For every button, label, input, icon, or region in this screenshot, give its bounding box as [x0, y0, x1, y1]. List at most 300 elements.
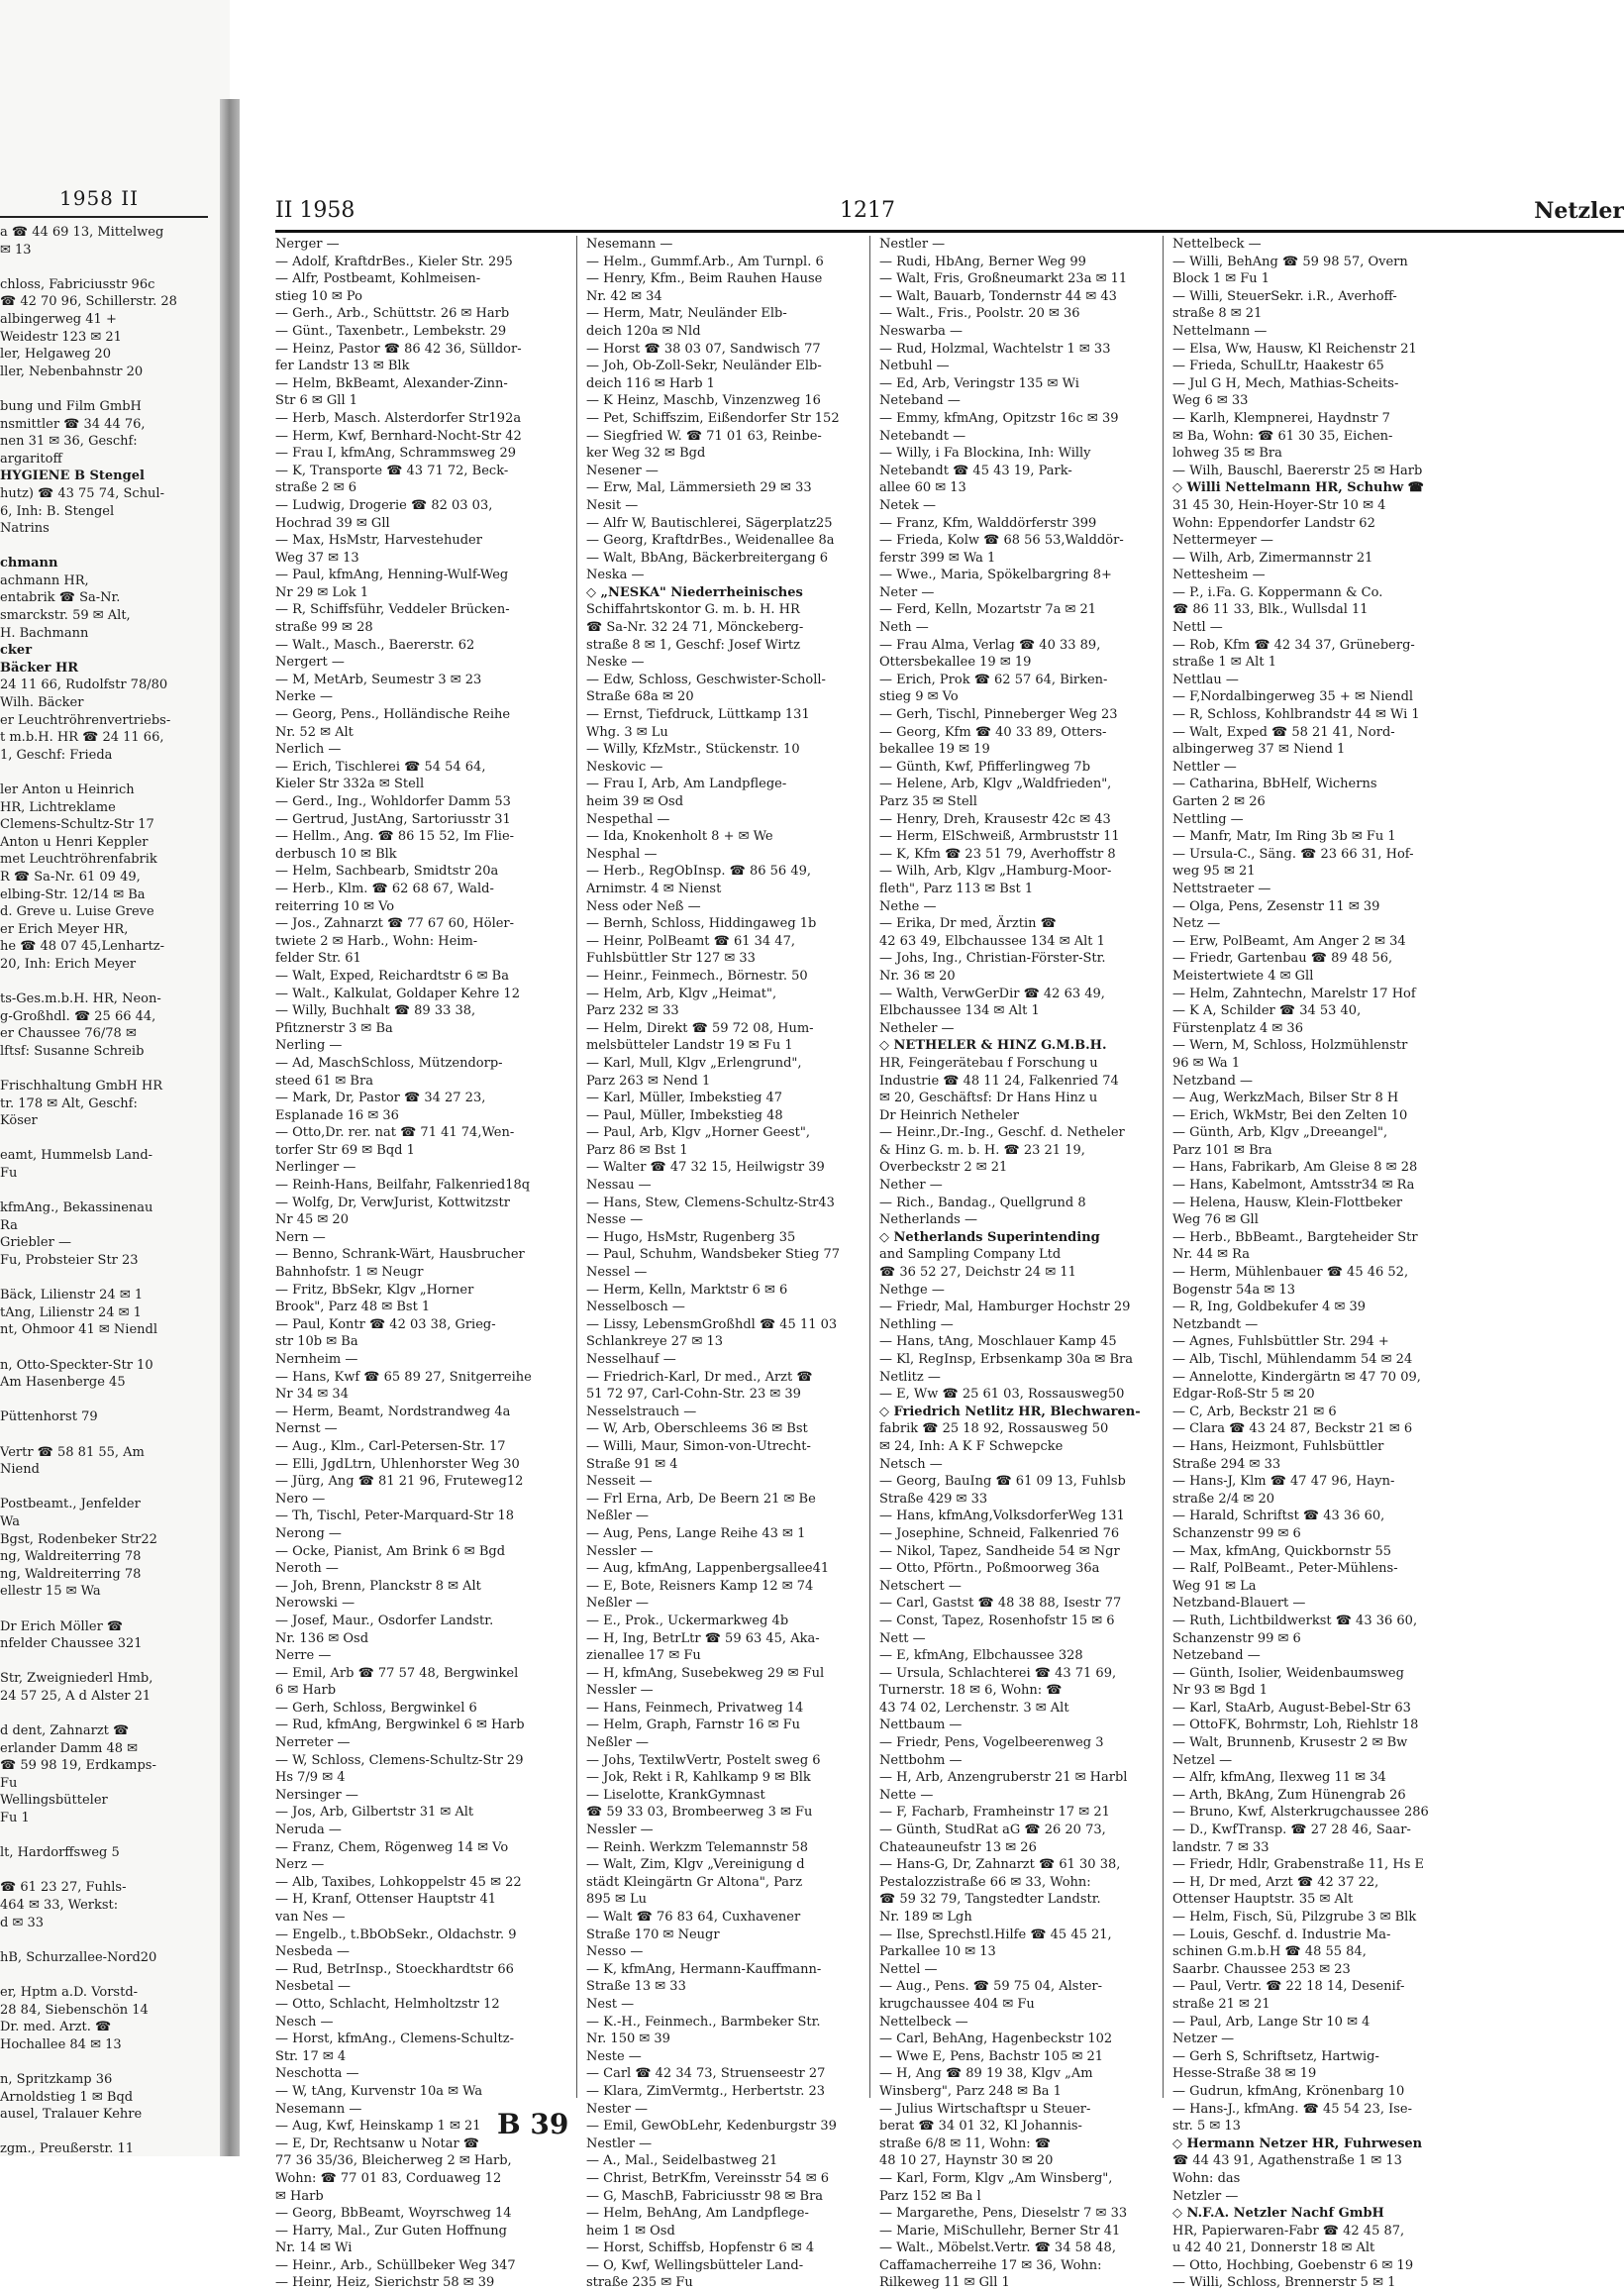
directory-entry-line: — Heinr., Arb., Schüllbeker Weg 347 [275, 2257, 516, 2273]
directory-entry-line: — Nikol, Tapez, Sandheide 54 ✉ Ngr [879, 1543, 1120, 1559]
directory-entry-line: — Elli, JgdLtrn, Uhlenhorster Weg 30 [275, 1456, 520, 1472]
directory-entry-line: — C, Arb, Beckstr 21 ✉ 6 [1172, 1404, 1337, 1419]
directory-entry-line: — H, Ang ☎ 89 19 38, Klgv „Am [879, 2066, 1093, 2082]
left-entry-line: ☎ 42 70 96, Schillerstr. 28 [0, 294, 177, 310]
directory-entry-line: Pestalozzistraße 66 ✉ 33, Wohn: [879, 1874, 1091, 1890]
directory-entry-line: straße 2 ✉ 6 [275, 480, 357, 496]
directory-entry-line: Netz — [1172, 916, 1221, 932]
directory-entry-line: Nettbaum — [879, 1718, 963, 1733]
directory-entry-line: Netek — [879, 497, 936, 513]
directory-entry-line: — Hans, Feinmech, Privatweg 14 [586, 1700, 804, 1716]
directory-entry-line: — Günth, Isolier, Weidenbaumsweg [1172, 1665, 1404, 1681]
directory-entry-line: fer Landstr 13 ✉ Blk [275, 359, 410, 374]
directory-entry-line: Nessler — [586, 1823, 654, 1838]
directory-entry-line: — Frau I, kfmAng, Schrammsweg 29 [275, 446, 517, 462]
directory-entry-line: — Walt, Fris, Großneumarkt 23a ✉ 11 [879, 271, 1128, 287]
directory-entry-line: — Hans-J., kfmAng. ☎ 45 54 23, Ise- [1172, 2101, 1412, 2117]
directory-entry-line: and Sampling Company Ltd [879, 1247, 1062, 1263]
directory-entry-line: — Bruno, Kwf, Alsterkrugchaussee 286 [1172, 1805, 1429, 1821]
directory-entry-line: Netzer — [1172, 2032, 1235, 2047]
directory-entry-line: — O, Kwf, Wellingsbütteler Land- [586, 2257, 804, 2273]
directory-entry-line: — Walt., Fris., Poolstr. 20 ✉ 36 [879, 306, 1080, 322]
directory-entry-line: — Georg, Pens., Holländische Reihe [275, 707, 511, 723]
directory-entry-line: — Hans, Heizmont, Fuhlsbüttler [1172, 1438, 1384, 1454]
directory-entry-line: u 42 40 21, Donnerstr 18 ✉ Alt [1172, 2240, 1375, 2256]
left-entry-line: Griebler — [0, 1235, 71, 1251]
directory-entry-line: Neßler — [586, 1596, 649, 1612]
left-entry-line: d. Greve u. Luise Greve [0, 904, 154, 920]
directory-entry-line: — Erich, Tischlerei ☎ 54 54 64, [275, 759, 486, 775]
directory-entry-line: straße 2/4 ✉ 20 [1172, 1491, 1274, 1507]
directory-entry-line: — Hans, Fabrikarb, Am Gleise 8 ✉ 28 [1172, 1160, 1418, 1176]
directory-entry-line: Nerger — [275, 237, 340, 252]
directory-entry-line: — Paul, Arb, Klgv „Horner Geest", [586, 1125, 811, 1141]
directory-entry-line: 6 ✉ Harb [275, 1683, 337, 1699]
left-entry-line: smarckstr. 59 ✉ Alt, [0, 608, 131, 624]
left-entry-line [0, 2053, 218, 2071]
directory-entry-line: — Herm, Kwf, Bernhard-Nocht-Str 42 [275, 428, 522, 444]
directory-entry-line: — Bernh, Schloss, Hiddingaweg 1b [586, 916, 817, 932]
directory-entry-line: Straße 429 ✉ 33 [879, 1491, 988, 1507]
directory-entry-line: Nerling — [275, 1038, 343, 1054]
directory-entry-line: Neske — [586, 655, 645, 671]
directory-entry-line: ☎ 44 43 91, Agathenstraße 1 ✉ 13 [1172, 2153, 1402, 2169]
directory-entry-line: Nest — [586, 1996, 635, 2012]
directory-entry-line: — Ocke, Pianist, Am Brink 6 ✉ Bgd [275, 1543, 506, 1559]
left-entry-line: ller, Nebenbahnstr 20 [0, 364, 144, 379]
directory-entry-line: — Walt., Möbelst.Vertr. ☎ 34 58 48, [879, 2240, 1116, 2256]
directory-entry-line: — Paul, Kontr ☎ 42 03 38, Grieg- [275, 1316, 496, 1332]
directory-entry-line: — Willi, SteuerSekr. i.R., Averhoff- [1172, 288, 1397, 304]
directory-entry-line: — Hans, Kwf ☎ 65 89 27, Snitgerreihe [275, 1369, 532, 1385]
directory-entry-line: — Aug., Klm., Carl-Petersen-Str. 17 [275, 1438, 506, 1454]
directory-entry-line: — Ralf, PolBeamt., Peter-Mühlens- [1172, 1561, 1398, 1577]
directory-entry-line: — Margarethe, Pens, Dieselstr 7 ✉ 33 [879, 2206, 1128, 2222]
directory-entry-line: straße 8 ✉ 21 [1172, 306, 1263, 322]
directory-entry-line: — E, Dr, Rechtsanw u Notar ☎ [275, 2136, 479, 2151]
directory-entry-line: Rilkeweg 11 ✉ Gll 1 [879, 2275, 1010, 2291]
directory-entry-line: — Rob, Kfm ☎ 42 34 37, Grüneberg- [1172, 637, 1415, 653]
left-entry-line: argaritoff [0, 451, 62, 467]
directory-entry-line: Nesselstrauch — [586, 1404, 697, 1419]
directory-entry-line: Straße 170 ✉ Neugr [586, 1927, 720, 1942]
directory-entry-line: Netzel — [1172, 1752, 1233, 1768]
directory-entry-line: Nettermeyer — [1172, 533, 1273, 549]
directory-entry-line: — R, Schloss, Kohlbrandstr 44 ✉ Wi 1 [1172, 707, 1420, 723]
directory-entry-line: — Willi, Schloss, Brennerstr 5 ✉ 1 [1172, 2275, 1396, 2291]
directory-entry-line: straße 235 ✉ Fu [586, 2275, 693, 2291]
directory-entry-line: — Franz, Kfm, Walddörferstr 399 [879, 515, 1097, 531]
directory-entry-line: — Carl, Gastst ☎ 48 38 88, Isestr 77 [879, 1596, 1122, 1612]
directory-entry-line: — Karl, StaArb, August-Bebel-Str 63 [1172, 1700, 1411, 1716]
left-entry-line: er Erich Meyer HR, [0, 921, 129, 937]
directory-entry-line: — Julius Wirtschaftspr u Steuer- [879, 2101, 1091, 2117]
directory-entry-line: Schlankreye 27 ✉ 13 [586, 1334, 724, 1350]
column-4 [1172, 236, 1462, 2292]
directory-entry-line: Nerreter — [275, 1735, 351, 1751]
directory-entry-line: stieg 9 ✉ Vo [879, 689, 959, 705]
directory-entry-line: Nernst — [275, 1421, 338, 1437]
left-entry-line: ausel, Tralauer Kehre [0, 2107, 143, 2123]
directory-entry-line: Schiffahrtskontor G. m. b. H. HR [586, 602, 800, 618]
left-entry-line: nsmittler ☎ 34 44 76, [0, 416, 146, 432]
left-entry-line: Bgst, Rodenbeker Str22 [0, 1531, 157, 1547]
directory-entry-line: — Hugo, HsMstr, Rugenberg 35 [586, 1229, 796, 1245]
directory-entry-line: — Aug, Kwf, Heinskamp 1 ✉ 21 [275, 2119, 481, 2135]
left-entry-line: Fu [0, 1775, 18, 1791]
directory-entry-line: Nethling — [879, 1316, 954, 1332]
directory-entry-line: str. 5 ✉ 13 [1172, 2119, 1241, 2135]
directory-entry-line: ◇ Willi Nettelmann HR, Schuhw ☎ [1172, 480, 1424, 496]
directory-entry-line: Bahnhofstr. 1 ✉ Neugr [275, 1265, 424, 1281]
directory-entry-line: krugchaussee 404 ✉ Fu [879, 1996, 1035, 2012]
directory-entry-line: Nern — [275, 1229, 326, 1245]
directory-entry-line: ☎ 36 52 27, Deichstr 24 ✉ 11 [879, 1265, 1076, 1281]
directory-entry-line: — Walt., Masch., Baererstr. 62 [275, 637, 475, 653]
directory-entry-line: HR, Papierwaren-Fabr ☎ 42 45 87, [1172, 2223, 1405, 2239]
directory-entry-line: allee 60 ✉ 13 [879, 480, 966, 496]
directory-entry-line: — Hellm., Ang. ☎ 86 15 52, Im Flie- [275, 829, 515, 845]
directory-entry-line: Neruda — [275, 1823, 342, 1838]
directory-entry-line: — Günth, Arb, Klgv „Dreeangel", [1172, 1125, 1388, 1141]
directory-entry-line: Nero — [275, 1491, 326, 1507]
directory-entry-line: reiterring 10 ✉ Vo [275, 898, 395, 914]
directory-entry-line: — Walt, Zim, Klgv „Vereinigung d [586, 1857, 805, 1873]
directory-entry-line: — K.-H., Feinmech., Barmbeker Str. [586, 2014, 821, 2030]
left-entry-line: eamt, Hummelsb Land- [0, 1148, 153, 1164]
directory-entry-line: — Herm, Mühlenbauer ☎ 45 46 52, [1172, 1265, 1409, 1281]
directory-entry-line: Nr. 42 ✉ 34 [586, 288, 662, 304]
directory-entry-line: — Walt., Kalkulat, Goldaper Kehre 12 [275, 986, 520, 1001]
directory-entry-line: — Herb., BbBeamt., Bargteheider Str [1172, 1229, 1418, 1245]
directory-entry-line: — Heinr, Heiz, Sierichstr 58 ✉ 39 [275, 2275, 495, 2291]
directory-entry-line: — W, tAng, Kurvenstr 10a ✉ Wa [275, 2083, 483, 2099]
directory-entry-line: — OttoFK, Bohrmstr, Loh, Riehlstr 18 [1172, 1718, 1419, 1733]
left-entry-line: Am Hasenberge 45 [0, 1375, 126, 1391]
directory-entry-line: — Helena, Hausw, Klein-Flottbeker [1172, 1195, 1403, 1210]
left-entry-line: tr. 178 ✉ Alt, Geschf: [0, 1095, 138, 1111]
directory-entry-line: — Heinr., Feinmech., Börnestr. 50 [586, 968, 808, 984]
directory-entry-line: — Max, HsMstr, Harvestehuder [275, 533, 482, 549]
left-entry-line: zgm., Preußerstr. 11 [0, 2141, 135, 2157]
directory-entry-line: — Aug, kfmAng, Lappenbergsallee41 [586, 1561, 830, 1577]
left-entry-line [0, 1827, 218, 1845]
left-entry-line [0, 1705, 218, 1722]
left-entry-line: Str, Zweigniederl Hmb, [0, 1671, 153, 1687]
left-entry-line: Anton u Henri Keppler [0, 834, 149, 850]
directory-entry-line: straße 21 ✉ 21 [1172, 1996, 1270, 2012]
left-entry-line: cker [0, 643, 33, 659]
directory-entry-line: ◇ „NESKA" Niederrheinisches [586, 584, 803, 600]
directory-entry-line: — Horst, Schiffsb, Hopfenstr 6 ✉ 4 [586, 2240, 815, 2256]
directory-entry-line: Straße 91 ✉ 4 [586, 1456, 678, 1472]
directory-entry-line: — Const, Tapez, Rosenhofstr 15 ✉ 6 [879, 1613, 1115, 1628]
directory-entry-line: — Erich, Prok ☎ 62 57 64, Birken- [879, 672, 1108, 687]
left-entry-line: Püttenhorst 79 [0, 1409, 98, 1425]
directory-entry-line: Nr. 136 ✉ Osd [275, 1630, 369, 1646]
directory-entry-line: — Hans-J, Klm ☎ 47 47 96, Hayn- [1172, 1474, 1395, 1490]
directory-entry-line: — Engelb., t.BbObSekr., Oldachstr. 9 [275, 1927, 517, 1942]
column-3 [879, 236, 1168, 2292]
left-entry-line: n, Otto-Speckter-Str 10 [0, 1357, 153, 1373]
left-entry-line: tAng, Lilienstr 24 ✉ 1 [0, 1304, 142, 1320]
left-entry-line: bung und Film GmbH [0, 398, 142, 414]
directory-entry-line: — Helm, Arb, Klgv „Heimat", [586, 986, 777, 1001]
directory-entry-line: van Nes — [275, 1910, 346, 1925]
directory-entry-line: — Max, kfmAng, Quickbornstr 55 [1172, 1543, 1392, 1559]
directory-entry-line: Neth — [879, 620, 929, 636]
directory-entry-line: ◇ Hermann Netzer HR, Fuhrwesen [1172, 2136, 1423, 2151]
left-entry-line: achmann HR, [0, 573, 89, 588]
directory-entry-line: Nether — [879, 1178, 943, 1194]
directory-entry-line: Nernheim — [275, 1352, 358, 1367]
left-entry-line: 464 ✉ 33, Werkst: [0, 1898, 119, 1913]
directory-entry-line: — Herm, ElSchweiß, Armbruststr 11 [879, 829, 1120, 845]
directory-entry-line: Nr. 150 ✉ 39 [586, 2032, 670, 2047]
header-year: II 1958 [275, 198, 355, 223]
left-entry-line: 1, Geschf: Frieda [0, 747, 113, 763]
directory-entry-line: — Helene, Arb, Klgv „Waldfrieden", [879, 777, 1112, 792]
left-entry-line: 24 11 66, Rudolfstr 78/80 [0, 677, 168, 693]
directory-page [240, 0, 1624, 2291]
directory-entry-line: — Marie, MiSchullehr, Berner Str 41 [879, 2223, 1121, 2239]
directory-entry-line: — Rud, BetrInsp., Stoeckhardtstr 66 [275, 1961, 514, 1977]
directory-entry-line: Netebandt — [879, 428, 966, 444]
left-entry-line: n, Spritzkamp 36 [0, 2071, 113, 2087]
directory-entry-line: — Gerh, Tischl, Pinneberger Weg 23 [879, 707, 1118, 723]
directory-entry-line: Netsch — [879, 1456, 943, 1472]
left-entry-line [0, 1130, 218, 1148]
directory-entry-line: Netlitz — [879, 1369, 941, 1385]
directory-entry-line: Nerowski — [275, 1596, 355, 1612]
directory-entry-line: Industrie ☎ 48 11 24, Falkenried 74 [879, 1073, 1119, 1089]
directory-entry-line: Netschert — [879, 1578, 962, 1594]
directory-entry-line: — Annelotte, Kindergärtn ✉ 47 70 09, [1172, 1369, 1421, 1385]
left-entry-line [0, 1601, 218, 1618]
directory-entry-line: Wohn: das [1172, 2170, 1241, 2186]
directory-entry-line: — Heinr.,Dr.-Ing., Geschf. d. Netheler [879, 1125, 1125, 1141]
directory-entry-line: — Fritz, BbSekr, Klgv „Horner [275, 1282, 474, 1298]
left-entry-line: hB, Schurzallee-Nord20 [0, 1949, 157, 1965]
directory-entry-line: ☎ Sa-Nr. 32 24 71, Mönckeberg- [586, 620, 804, 636]
left-entry-line [0, 1426, 218, 1444]
directory-entry-line: Nesch — [275, 2014, 334, 2030]
directory-entry-line: Nessler — [586, 1683, 654, 1699]
directory-entry-line: — Th, Tischl, Peter-Marquard-Str 18 [275, 1509, 515, 1524]
column-divider [576, 236, 577, 2098]
directory-entry-line: — Erich, WkMstr, Bei den Zelten 10 [1172, 1107, 1408, 1123]
directory-entry-line: — K Heinz, Maschb, Vinzenzweg 16 [586, 393, 821, 409]
directory-entry-line: — Catharina, BbHelf, Wicherns [1172, 777, 1377, 792]
directory-entry-line: Parz 152 ✉ Ba l [879, 2188, 981, 2204]
directory-entry-line: deich 116 ✉ Harb 1 [586, 375, 715, 391]
directory-entry-line: — H, Kranf, Ottenser Hauptstr 41 [275, 1892, 497, 1908]
left-entry-line: Fu [0, 1166, 18, 1182]
left-entry-line: Dr Erich Möller ☎ [0, 1618, 124, 1634]
left-entry-line: lftsf: Susanne Schreib [0, 1043, 145, 1059]
left-entry-line: ler, Helgaweg 20 [0, 347, 111, 363]
directory-entry-line: — Helm, BkBeamt, Alexander-Zinn- [275, 375, 508, 391]
directory-entry-line: ✉ 20, Geschäftsf: Dr Hans Hinz u [879, 1091, 1098, 1106]
left-entry-line: d dent, Zahnarzt ☎ [0, 1723, 130, 1739]
directory-entry-line: — Arth, BkAng, Zum Hünengrab 26 [1172, 1787, 1406, 1803]
directory-entry-line: — H, Arb, Anzengruberstr 21 ✉ Harbl [879, 1770, 1128, 1786]
directory-entry-line: Caffamacherreihe 17 ✉ 36, Wohn: [879, 2257, 1102, 2273]
directory-entry-line: — Clara ☎ 43 24 87, Beckstr 21 ✉ 6 [1172, 1421, 1413, 1437]
directory-entry-line: Hesse-Straße 38 ✉ 19 [1172, 2066, 1317, 2082]
directory-entry-line: — Herm, Kelln, Marktstr 6 ✉ 6 [586, 1282, 788, 1298]
directory-entry-line: — Edw, Schloss, Geschwister-Scholl- [586, 672, 826, 687]
left-entry-line [0, 1966, 218, 1984]
left-entry-line: ng, Waldreiterring 78 [0, 1566, 142, 1582]
left-entry-line: met Leuchtröhrenfabrik [0, 852, 157, 868]
directory-entry-line: — Ad, MaschSchloss, Mützendorp- [275, 1055, 503, 1071]
directory-entry-line: Nette — [879, 1787, 934, 1803]
left-entry-line: Bäck, Lilienstr 24 ✉ 1 [0, 1288, 144, 1303]
directory-entry-line: Straße 294 ✉ 33 [1172, 1456, 1281, 1472]
directory-entry-line: Straße 68a ✉ 20 [586, 689, 694, 705]
directory-entry-line: — Harald, Schriftst ☎ 43 36 60, [1172, 1509, 1385, 1524]
directory-entry-line: — Reinh-Hans, Beilfahr, Falkenried18q [275, 1178, 531, 1194]
directory-entry-line: — Harry, Mal., Zur Guten Hoffnung [275, 2223, 507, 2239]
directory-entry-line: Nr. 14 ✉ Wi [275, 2240, 353, 2256]
directory-entry-line: 31 45 30, Hein-Hoyer-Str 10 ✉ 4 [1172, 497, 1386, 513]
directory-entry-line: — M, MetArb, Seumestr 3 ✉ 23 [275, 672, 482, 687]
directory-entry-line: Nesso — [586, 1944, 644, 1960]
directory-entry-line: — Georg, KraftdrBes., Weidenallee 8a [586, 533, 835, 549]
directory-entry-line: — Gerh., Arb., Schüttstr. 26 ✉ Harb [275, 306, 510, 322]
directory-entry-line: Nessler — [586, 1543, 654, 1559]
directory-entry-line: straße 6/8 ✉ 11, Wohn: ☎ [879, 2136, 1052, 2151]
directory-entry-line: Neßler — [586, 1735, 649, 1751]
left-entry-line: ✉ 13 [0, 242, 32, 258]
directory-entry-line: — Louis, Geschf. d. Industrie Ma- [1172, 1927, 1391, 1942]
directory-entry-line: — Ferd, Kelln, Mozartstr 7a ✉ 21 [879, 602, 1097, 618]
directory-entry-line: Nesbeda — [275, 1944, 350, 1960]
left-entry-line: Ra [0, 1217, 18, 1233]
directory-entry-line: — Herb., RegObInsp. ☎ 86 56 49, [586, 864, 811, 880]
directory-entry-line: lohweg 35 ✉ Bra [1172, 446, 1282, 462]
left-entry-line: albingerweg 41 + [0, 311, 117, 327]
left-entry-line: Niend [0, 1462, 40, 1478]
left-entry-line: Wilh. Bäcker [0, 695, 84, 711]
directory-entry-line: — F,Nordalbingerweg 35 + ✉ Niendl [1172, 689, 1414, 705]
directory-entry-line: — Helm, Sachbearb, Smidtstr 20a [275, 864, 499, 880]
directory-entry-line: — Günth, StudRat aG ☎ 26 20 73, [879, 1823, 1106, 1838]
directory-entry-line: stieg 10 ✉ Po [275, 288, 362, 304]
directory-entry-line: — K, Kfm ☎ 23 51 79, Averhoffstr 8 [879, 846, 1116, 862]
directory-entry-line: — K, Transporte ☎ 43 71 72, Beck- [275, 463, 509, 478]
directory-entry-line: Nettelmann — [1172, 323, 1268, 339]
directory-entry-line: — Georg, BbBeamt, Woyrschweg 14 [275, 2206, 512, 2222]
directory-entry-line: Nr 93 ✉ Bgd 1 [1172, 1683, 1269, 1699]
directory-entry-line: Nettlau — [1172, 672, 1239, 687]
directory-entry-line: Ness oder Neß — [586, 898, 701, 914]
directory-entry-line: Nerlinger — [275, 1160, 356, 1176]
directory-entry-line: — Helm, Graph, Farnstr 16 ✉ Fu [586, 1718, 801, 1733]
directory-entry-line: Weg 91 ✉ La [1172, 1578, 1257, 1594]
left-entry-line [0, 1392, 218, 1409]
directory-entry-line: Nersinger — [275, 1787, 358, 1803]
directory-entry-line: — Ida, Knokenholt 8 + ✉ We [586, 829, 773, 845]
left-entry-line: he ☎ 48 07 45,Lenhartz- [0, 939, 165, 955]
directory-entry-line: Nergert — [275, 655, 345, 671]
directory-entry-line: Winsberg", Parz 248 ✉ Ba 1 [879, 2083, 1062, 2099]
directory-entry-line: Neroth — [275, 1561, 339, 1577]
columns-container [275, 236, 1624, 2291]
running-head [275, 198, 1624, 226]
directory-entry-line: Fuhlsbüttler Str 127 ✉ 33 [586, 951, 756, 967]
directory-entry-line: — Hans, tAng, Moschlauer Kamp 45 [879, 1334, 1117, 1350]
directory-entry-line: — Karl, Müller, Imbekstieg 47 [586, 1091, 783, 1106]
left-entry-line: er Leuchtröhrenvertriebs- [0, 712, 171, 728]
column-1 [275, 236, 564, 2292]
directory-entry-line: — Alb, Taxibes, Lohkoppelstr 45 ✉ 22 [275, 1874, 522, 1890]
directory-entry-line: Nettling — [1172, 811, 1244, 827]
directory-entry-line: — Aug, Pens, Lange Reihe 43 ✉ 1 [586, 1525, 806, 1541]
directory-entry-line: — Walt ☎ 76 83 64, Cuxhavener [586, 1910, 801, 1925]
left-entry-line: 20, Inh: Erich Meyer [0, 956, 137, 972]
directory-entry-line: — Paul, Arb, Lange Str 10 ✉ 4 [1172, 2014, 1370, 2030]
left-entry-line: erlander Damm 48 ✉ [0, 1740, 139, 1756]
directory-entry-line: — Wwe., Maria, Spökelbargring 8+ [879, 568, 1112, 583]
left-entry-line: ler Anton u Heinrich [0, 782, 135, 797]
directory-entry-line: Nr. 44 ✉ Ra [1172, 1247, 1250, 1263]
directory-entry-line: — Benno, Schrank-Wärt, Hausbrucher [275, 1247, 525, 1263]
directory-entry-line: — K, kfmAng, Hermann-Kauffmann- [586, 1961, 822, 1977]
column-divider [869, 236, 870, 2098]
directory-entry-line: — Jos, Arb, Gilbertstr 31 ✉ Alt [275, 1805, 474, 1821]
directory-entry-line: bekallee 19 ✉ 19 [879, 742, 990, 758]
left-entry-line: ellestr 15 ✉ Wa [0, 1584, 101, 1600]
directory-entry-line: — Christ, BetrKfm, Vereinsstr 54 ✉ 6 [586, 2170, 829, 2186]
left-entry-line: HR, Lichtreklame [0, 799, 116, 815]
directory-entry-line: Parz 263 ✉ Nend 1 [586, 1073, 711, 1089]
directory-entry-line: — Walt, BbAng, Bäckerbreitergang 6 [586, 550, 829, 566]
directory-entry-line: 42 63 49, Elbchaussee 134 ✉ Alt 1 [879, 933, 1105, 949]
directory-entry-line: Nestler — [879, 237, 946, 252]
directory-entry-line: ☎ 86 11 33, Blk., Wullsdal 11 [1172, 602, 1369, 618]
directory-entry-line: straße 8 ✉ 1, Geschf: Josef Wirtz [586, 637, 800, 653]
page-footer: B 39 [497, 2108, 569, 2140]
directory-entry-line: Weg 37 ✉ 13 [275, 550, 359, 566]
left-page-column [0, 224, 218, 2158]
directory-entry-line: — Karl, Mull, Klgv „Erlengrund", [586, 1055, 802, 1071]
directory-entry-line: Nettel — [879, 1961, 938, 1977]
directory-entry-line: — Josephine, Schneid, Falkenried 76 [879, 1525, 1120, 1541]
directory-entry-line: — Pet, Schiffszim, Eißendorfer Str 152 [586, 410, 840, 426]
directory-entry-line: — Wilh, Bauschl, Baererstr 25 ✉ Harb [1172, 463, 1423, 478]
left-entry-line [0, 538, 218, 556]
directory-entry-line: Hs 7/9 ✉ 4 [275, 1770, 346, 1786]
directory-entry-line: Nesselhauf — [586, 1352, 676, 1367]
directory-entry-line: Neter — [879, 584, 935, 600]
left-entry-line: kfmAng., Bekassinenau [0, 1200, 153, 1216]
directory-entry-line: Nettbohm — [879, 1752, 963, 1768]
directory-entry-line: Nesemann — [586, 237, 673, 252]
directory-entry-line: str 10b ✉ Ba [275, 1334, 358, 1350]
directory-entry-line: — Paul, Schuhm, Wandsbeker Stieg 77 [586, 1247, 840, 1263]
left-entry-line: nt, Ohmoor 41 ✉ Niendl [0, 1322, 157, 1338]
directory-entry-line: — W, Arb, Oberschleems 36 ✉ Bst [586, 1421, 808, 1437]
left-entry-line [0, 1479, 218, 1497]
directory-entry-line: Nr. 189 ✉ Lgh [879, 1910, 972, 1925]
directory-entry-line: — Alfr W, Bautischlerei, Sägerplatz25 [586, 515, 833, 531]
directory-entry-line: — Friedrich-Karl, Dr med., Arzt ☎ [586, 1369, 813, 1385]
directory-entry-line: Nettler — [1172, 759, 1237, 775]
left-entry-line: hutz) ☎ 43 75 74, Schul- [0, 485, 164, 501]
directory-entry-line: Neska — [586, 568, 645, 583]
